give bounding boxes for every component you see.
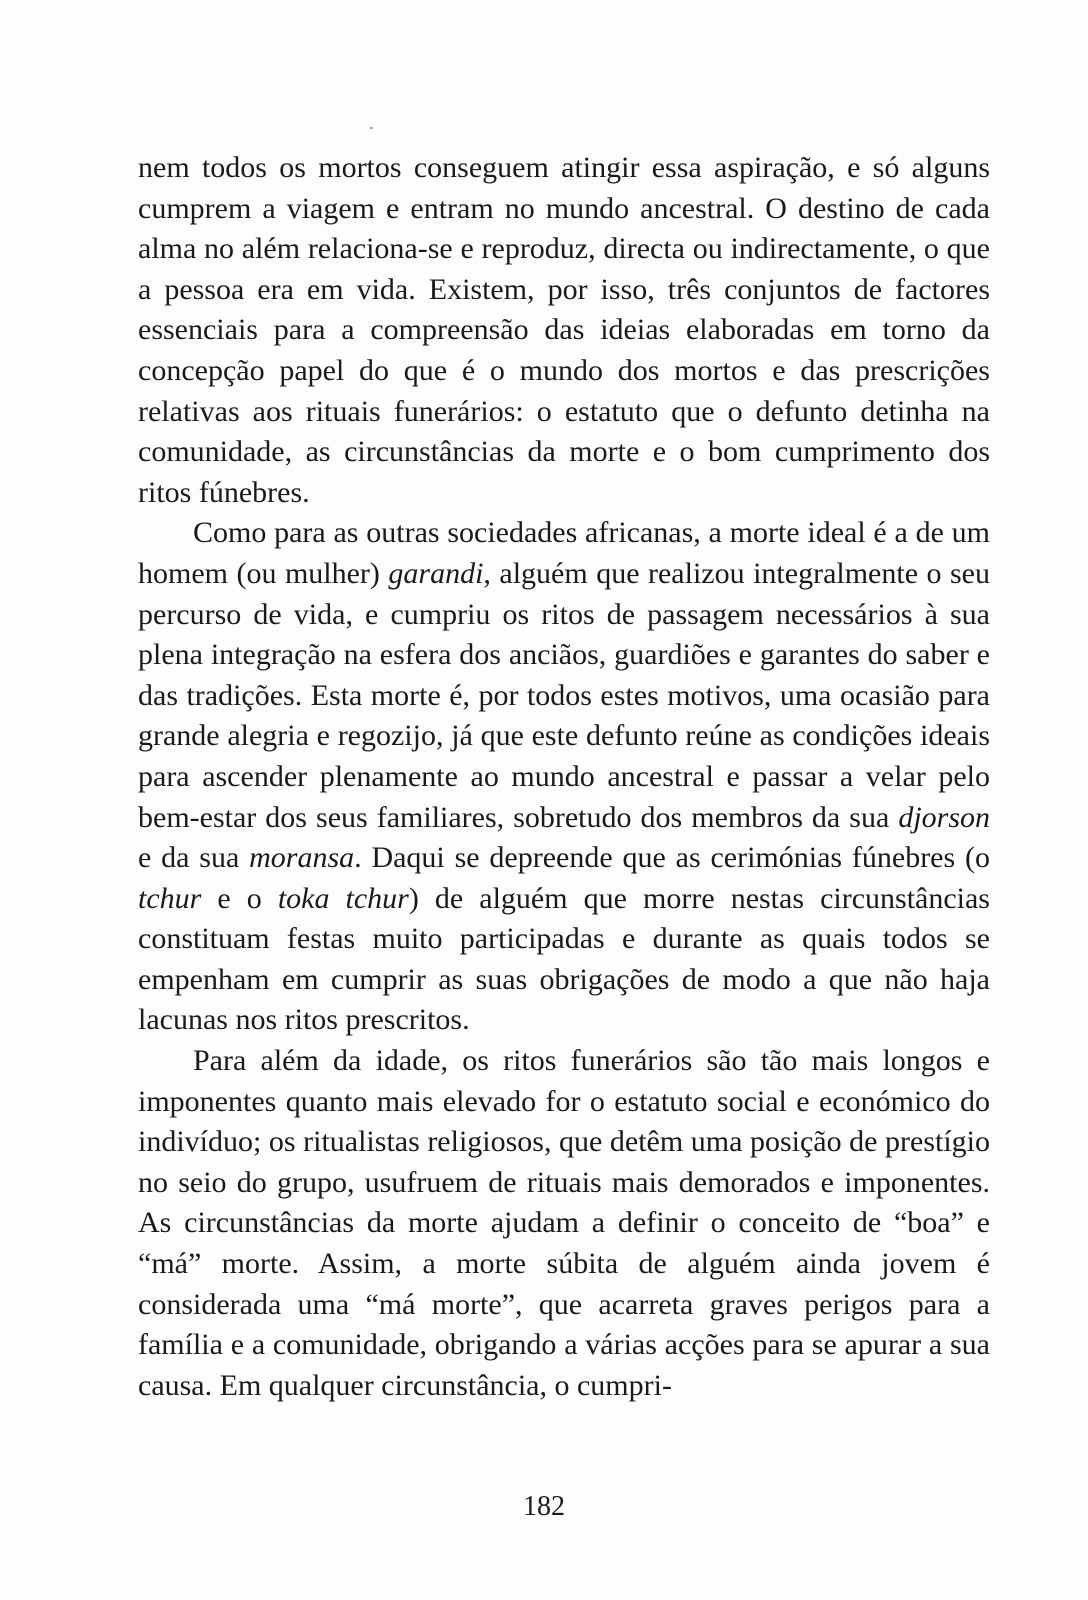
paragraph-2-text: Como para as outras sociedades africanas, a morte ideal é a de um homem (ou mulher) <box>138 516 990 590</box>
italic-term-djorson: djorson <box>898 800 990 834</box>
italic-term-garandi: garandi <box>388 556 484 590</box>
paragraph-1 <box>138 148 990 513</box>
italic-term-toka-tchur: toka tchur <box>277 881 409 915</box>
paragraph-2-text: ) de alguém que morre nestas circunstâncias constituam festas muito participadas e durante as quais todos se empenham em cumprir as suas obrigações de modo a que não haja lacunas nos ritos prescritos. <box>138 881 990 1037</box>
paragraph-2-text: e da sua <box>138 841 250 875</box>
paragraph-2-text: , alguém que realizou integralmente o seu percurso de vida, e cumpriu os ritos de passagem necessários à sua plena integração na esfera dos anciãos, guardiões e garantes do saber e das tradições. Esta morte é, por todos estes motivos, uma ocasião para grande alegria e regozijo, já que este defunto reúne as condições ideais para ascender plenamente ao mundo ancestral e passar a velar pelo bem-estar dos seus familiares, sobretudo dos membros da sua <box>138 556 990 834</box>
scan-speck <box>370 127 373 129</box>
body-text <box>138 148 990 1406</box>
page-number: 182 <box>523 1491 565 1522</box>
paragraph-3-text: Para além da idade, os ritos funerários são tão mais longos e imponentes quanto mais elevado for o estatuto social e económico do indivíduo; os ritualistas religiosos, que detêm uma posição de prestígio no seio do grupo, usufruem de rituais mais demorados e imponentes. As circunstâncias da morte ajudam a definir o conceito de “boa” e “má” morte. Assim, a morte súbita de alguém ainda jovem é considerada uma “má morte”, que acarreta graves perigos para a família e a comunidade, obrigando a várias acções para se apurar a sua causa. Em qualquer circunstância, o cumpri- <box>138 1044 990 1402</box>
paragraph-2-text: . Daqui se depreende que as cerimónias fúnebres (o <box>354 841 990 875</box>
italic-term-tchur: tchur <box>138 881 202 915</box>
paragraph-2 <box>138 513 990 1041</box>
italic-term-moransa: moransa <box>249 841 355 875</box>
paragraph-1-text: nem todos os mortos conseguem atingir essa aspiração, e só alguns cumprem a viagem e entram no mundo ancestral. O destino de cada alma no além relaciona-se e reproduz, directa ou indirectamente, o que a pessoa era em vida. Existem, por isso, três conjuntos de factores essenciais para a compreensão das ideias elaboradas em torno da concepção papel do que é o mundo dos mortos e das prescrições relativas aos rituais funerários: o estatuto que o defunto detinha na comunidade, as circunstâncias da morte e o bom cumprimento dos ritos fúnebres. <box>138 151 990 509</box>
paragraph-2-text: e o <box>201 881 278 915</box>
paragraph-3 <box>138 1041 990 1406</box>
